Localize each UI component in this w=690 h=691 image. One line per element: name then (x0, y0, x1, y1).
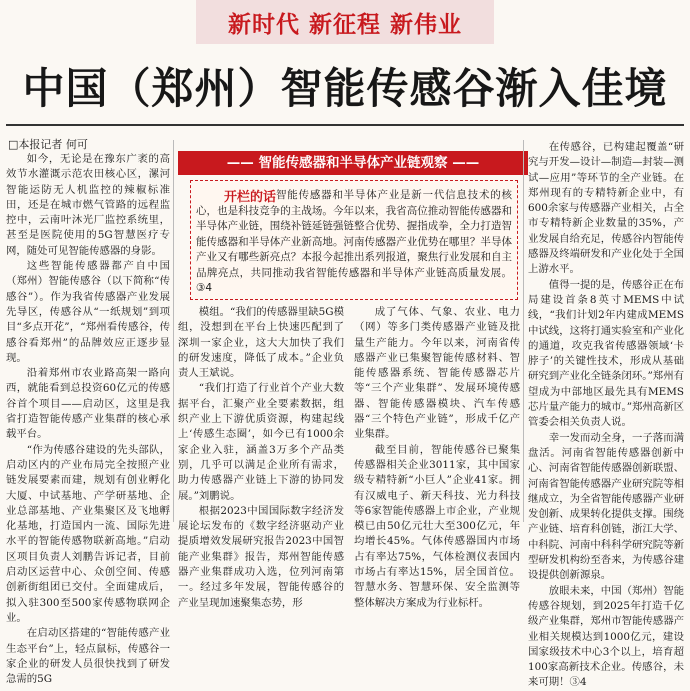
article-column-1 (6, 152, 170, 686)
lead-text: 智能传感器和半导体产业是新一代信息技术的核心，也是科技竞争的主战场。今年以来，我省高位推动智能传感器和半导体产业链，围绕补链延链强链整合优势、握指成拳，全力打造智能传感器和半导体产业新高地。河南传感器产业优势在哪里？半导体产业又有哪些新亮点？本报今起推出系列报道，聚焦行业发展和自主品牌亮点，共同推动我省智能传感器和半导体产业链高质量发展。③4 (196, 189, 512, 294)
column-banner: —— 智能传感器和半导体产业链观察 —— (178, 151, 528, 175)
article-paragraph: 如今，无论是在豫东广袤的高效节水灌溉示范农田核心区，漯河智能运防无人机监控的辣椒标准田，还是在城市燃气管路的远程监控中，云南叶沐光厂监控系统里，甚至是医院使用的5G智慧医疗专网，随处可见智能传感器的身影。 (6, 153, 170, 257)
column-divider (173, 140, 174, 522)
headline: 中国（郑州）智能传感谷渐入佳境 (22, 64, 668, 113)
article-column-4 (528, 140, 684, 689)
article-paragraph: 这些智能传感器都产自中国（郑州）智能传感谷（以下简称“传感谷”）。作为我省传感器产业发展先导区，传感谷从“一纸规划”到项目“多点开花”，“郑州看传感谷，传感谷看郑州”的品牌效应正逐步显现。 (6, 260, 170, 364)
lead-label: 开栏的话 (224, 190, 277, 205)
article-paragraph: 模组。“我们的传感器里缺5G模组，没想到在平台上快速匹配到了深圳一家企业，这大大加快了我们的研发速度，降低了成本。”企业负责人王斌说。 (178, 306, 344, 380)
top-banner (0, 0, 690, 48)
article-column-3 (354, 305, 520, 609)
article-paragraph: 幸一发而动全身，一子落而满盘活。河南省智能传感器创新中心、河南省智能传感器创新联盟、河南省智能传感器产业研究院等相继成立，为全省智能传感器产业研发创新、成果转化提供支撑。围绕产业链、培育科创链，浙江大学、中科院、河南中科科学研究院等新型研发机构纷至沓来，为传感谷建设提供创新源泉。 (528, 431, 684, 582)
article-paragraph: 在启动区搭建的“智能传感产业生态平台”上，轻点鼠标，传感谷一家企业的研发人员很快找到了研发急需的5G (6, 627, 170, 686)
column-divider (523, 140, 524, 522)
article-column-2 (178, 305, 344, 609)
article-paragraph: 放眼未来，中国（郑州）智能传感谷规划，到2025年打造千亿级产业集群，郑州市智能传感器产业相关规模达到1000亿元，建设国家级技术中心3个以上，培育超100家高新技术企业。传感谷，未来可期！③4 (528, 584, 684, 689)
article-paragraph: 截至目前，智能传感谷已聚集传感器相关企业3011家，其中国家级专精特新“小巨人”企业41家。拥有汉威电子、新天科技、光力科技等6家智能传感器上市企业，产业规模已由50亿元壮大至300亿元，年均增长45%。气体传感器国内市场占有率达75%，气体检测仪表国内市场占有率达15%，居全国首位。智慧水务、智慧环保、安全监测等整体解决方案成为行业标杆。 (354, 443, 520, 609)
byline: □本报记者 何可 (8, 138, 88, 151)
headline-rule (6, 124, 684, 126)
article-paragraph: 成了气体、气象、农业、电力（网）等多门类传感器产业链及批量生产能力。今年以来，河南省传感器产业已集聚智能传感材料、智能传感器系统、智能传感器芯片等“三个产业集群”、发展环境传感器、智能传感器模块、汽车传感器“三个特色产业链”，形成千亿产业集群。 (354, 306, 520, 441)
article-paragraph: 在传感谷，已构建起覆盖“研究与开发—设计—制造—封装—测试—应用”等环节的全产业链。在郑州现有的专精特新企业中，有600余家与传感器产业相关，占全市专精特新企业数量的35%，产业发展自给充足，传感谷内智能传感器及终端研发和产业化处于全国上游水平。 (528, 141, 684, 276)
banner-slogan: 新时代 新征程 新伟业 (227, 12, 462, 38)
article-paragraph: “作为传感谷建设的先头部队，启动区内的产业布局完全按照产业链发展要素而建，规划有创业孵化大厦、中试基地、产学研基地、企业总部基地、产业集聚区及飞地孵化基地，打造国内一流、国际先进水平的智能传感物联新高地。”启动区项目负责人刘鹏告诉记者，目前启动区运营中心、众创空间、传感创新街组团已交付。全面建成后，拟入驻300至500家传感物联网企业。 (6, 443, 170, 624)
article-paragraph: 值得一提的是，传感谷正在布局建设首条8英寸MEMS中试线，“我们计划2年内建成MEMS中试线，这将打通实验室和产业化的通道，攻克我省传感器领域‘卡脖子’的关键性技术，形成从基础研究到产业化全链条闭环。”郑州有望成为中部地区最先具有MEMS芯片量产能力的城市。”郑州高新区管委会相关负责人说。 (528, 278, 684, 429)
article-paragraph: 根据2023中国国际数字经济发展论坛发布的《数字经济驱动产业提质增效发展研究报告2023中国智能产业集群》报告，郑州智能传感器产业集群成功入选，位列河南第一。经过多年发展，智能传感谷的产业呈现加速聚集态势，形 (178, 504, 344, 609)
article-paragraph: 沿着郑州市农业路高架一路向西，就能看到总投资60亿元的传感谷首个项目——启动区，这里是我省打造智能传感产业集群的核心承载平台。 (6, 367, 170, 441)
article-paragraph: “我们打造了行业首个产业大数据平台，汇聚产业全要素数据，组织产业上下游优质资源，构建起线上‘传感生态圈’，如今已有1000余家企业入驻，涵盖3万多个产品类别，几乎可以满足企业所有需求，助力传感器产业链上下游的协同发展。”刘鹏说。 (178, 382, 344, 502)
